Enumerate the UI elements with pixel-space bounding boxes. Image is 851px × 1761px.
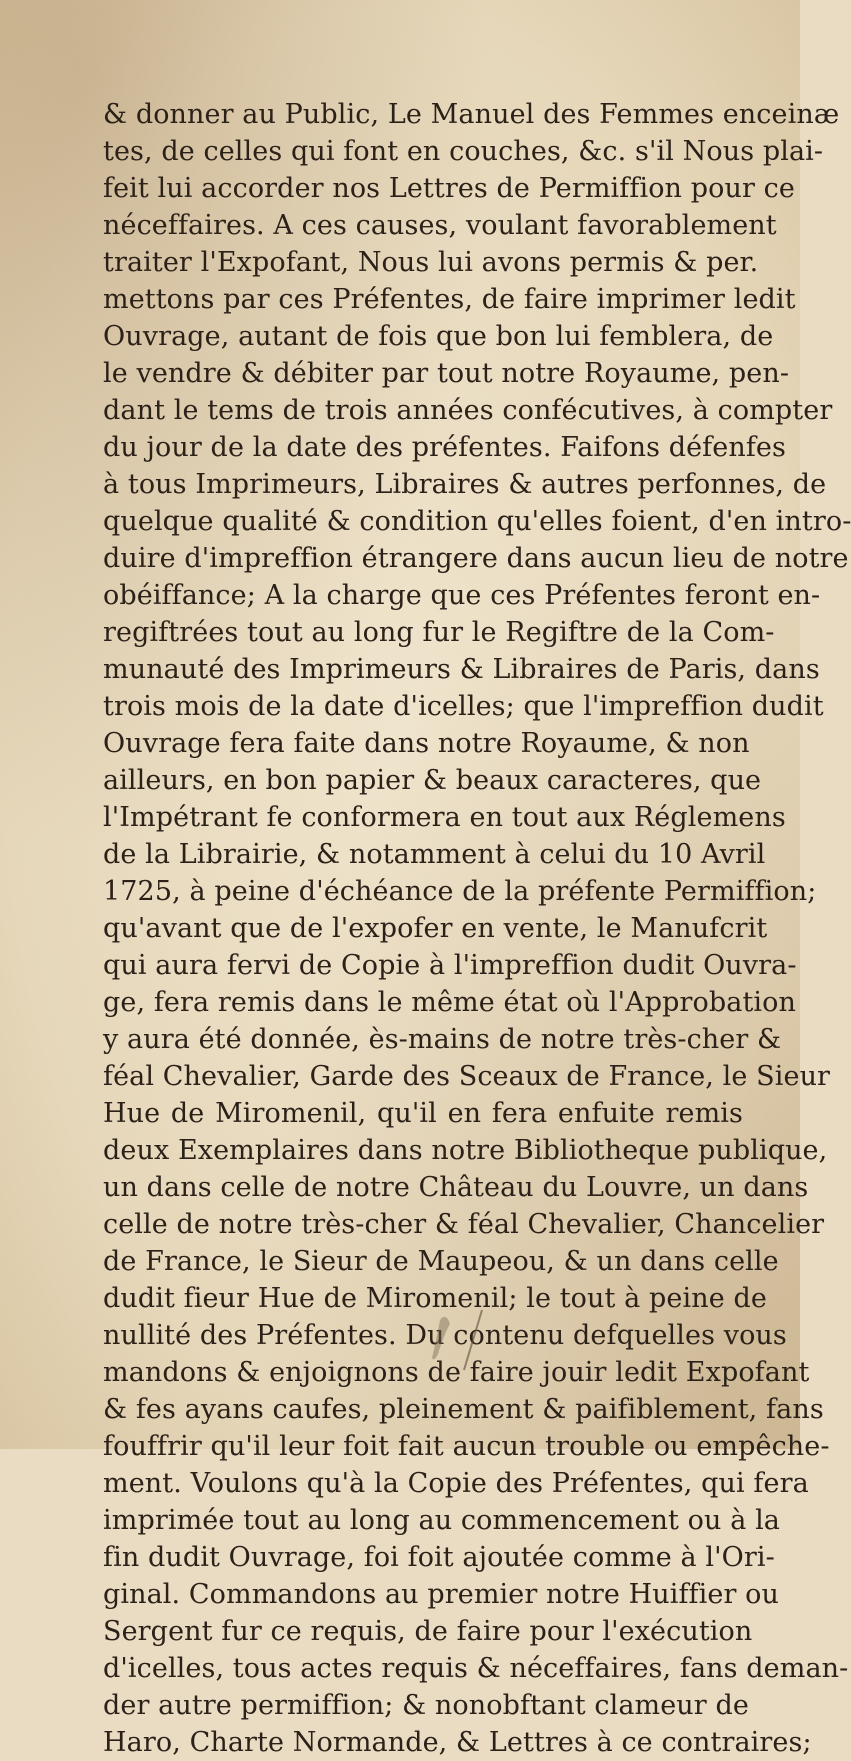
ink-smudge	[420, 1300, 500, 1390]
text-line: un dans celle de notre Château du Louvre, un dans	[103, 1172, 809, 1203]
text-line: d'icelles, tous actes requis & néceffaires, fans deman-	[103, 1653, 849, 1684]
text-line: Hue de Miromenil, qu'il en fera enfuite remis	[103, 1098, 743, 1129]
text-line: ment. Voulons qu'à la Copie des Préfentes, qui fera	[103, 1468, 809, 1499]
text-line: de France, le Sieur de Maupeou, & un dans celle	[103, 1246, 779, 1277]
text-line: le vendre & débiter par tout notre Royaume, pen-	[103, 358, 790, 389]
text-line: l'Impétrant fe conformera en tout aux Réglemens	[103, 802, 786, 833]
text-line: mettons par ces Préfentes, de faire imprimer ledit	[103, 284, 796, 315]
text-line: Ouvrage, autant de fois que bon lui femblera, de	[103, 321, 774, 352]
text-line: qu'avant que de l'expofer en vente, le Manufcrit	[103, 913, 768, 944]
text-line: trois mois de la date d'icelles; que l'impreffion dudit	[103, 691, 824, 722]
text-line: 1725, à peine d'échéance de la préfente Permiffion;	[103, 876, 817, 907]
text-line: nullité des Préfentes. Du contenu defquelles vous	[103, 1320, 787, 1351]
text-line: dant le tems de trois années confécutives, à compter	[103, 395, 833, 426]
text-line: & fes ayans caufes, pleinement & paifiblement, fans	[103, 1394, 824, 1425]
text-line: Sergent fur ce requis, de faire pour l'exécution	[103, 1616, 753, 1647]
text-line: à tous Imprimeurs, Libraires & autres perfonnes, de	[103, 469, 827, 500]
text-line: der autre permiffion; & nonobftant clameur de	[103, 1690, 749, 1721]
text-line: quelque qualité & condition qu'elles foient, d'en intro-	[103, 506, 851, 537]
text-line: Ouvrage fera faite dans notre Royaume, & non	[103, 728, 750, 759]
text-line: munauté des Imprimeurs & Libraires de Paris, dans	[103, 654, 820, 685]
text-line: tes, de celles qui font en couches, &c. s'il Nous plai-	[103, 136, 824, 167]
text-line: de la Librairie, & notamment à celui du 10 Avril	[103, 839, 766, 870]
text-line: du jour de la date des préfentes. Faifons défenfes	[103, 432, 786, 463]
text-line: ge, fera remis dans le même état où l'Approbation	[103, 987, 796, 1018]
text-line: néceffaires. A ces causes, voulant favorablement	[103, 210, 777, 241]
text-line: ginal. Commandons au premier notre Huiffier ou	[103, 1579, 779, 1610]
text-line: féal Chevalier, Garde des Sceaux de France, le Sieur	[103, 1061, 831, 1092]
text-line: feit lui accorder nos Lettres de Permiffion pour ce	[103, 173, 795, 204]
text-line: obéiffance; A la charge que ces Préfentes feront en-	[103, 580, 821, 611]
text-line: celle de notre très-cher & féal Chevalier, Chancelier	[103, 1209, 825, 1240]
text-line: imprimée tout au long au commencement ou à la	[103, 1505, 781, 1536]
body-text	[103, 96, 851, 1761]
text-line: & donner au Public, Le Manuel des Femmes enceinæ	[103, 99, 840, 130]
text-line: mandons & enjoignons de faire jouir ledit Expofant	[103, 1357, 810, 1388]
text-line: qui aura fervi de Copie à l'impreffion dudit Ouvra-	[103, 950, 797, 981]
text-line: duire d'impreffion étrangere dans aucun lieu de notre	[103, 543, 849, 574]
text-line: regiftrées tout au long fur le Regiftre de la Com-	[103, 617, 775, 648]
text-line: fin dudit Ouvrage, foi foit ajoutée comme à l'Ori-	[103, 1542, 775, 1573]
text-line: y aura été donnée, ès-mains de notre très-cher &	[103, 1024, 782, 1055]
text-line: traiter l'Expofant, Nous lui avons permis & per.	[103, 247, 759, 278]
text-line: fouffrir qu'il leur foit fait aucun trouble ou empêche-	[103, 1431, 830, 1462]
text-line: deux Exemplaires dans notre Bibliotheque publique,	[103, 1135, 828, 1166]
text-line: Haro, Charte Normande, & Lettres à ce contraires;	[103, 1727, 812, 1758]
text-line: ailleurs, en bon papier & beaux caracteres, que	[103, 765, 762, 796]
text-line: dudit fieur Hue de Miromenil; le tout à peine de	[103, 1283, 767, 1314]
